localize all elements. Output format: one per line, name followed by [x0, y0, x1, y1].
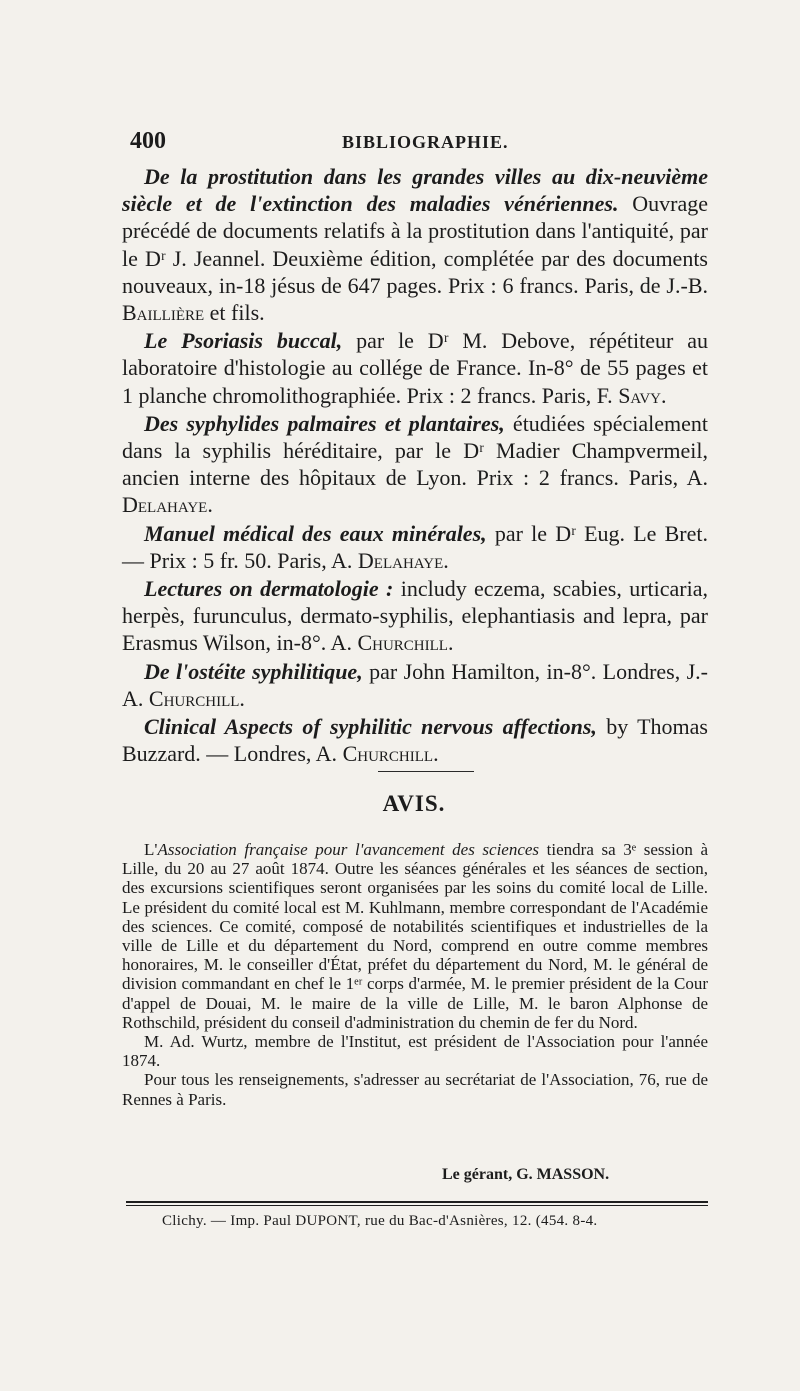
avis-article: L'	[144, 840, 158, 859]
bibliography-entry	[122, 520, 708, 574]
entry-tail: .	[239, 685, 245, 711]
bibliography-entry	[122, 575, 708, 657]
entry-title: De la prostitution dans les grandes villes au dix-neuvième siècle et de l'extinction des maladies vénériennes.	[122, 164, 708, 217]
avis-paragraph	[122, 840, 708, 1032]
footer-rule	[126, 1201, 708, 1206]
association-name: Association française pour l'avancement des sciences	[157, 840, 540, 859]
entry-tail: .	[433, 741, 439, 767]
bibliography-entry	[122, 713, 708, 767]
entry-publisher: Savy	[618, 382, 661, 408]
page-number: 400	[130, 128, 166, 154]
printer-imprint: Clichy. — Imp. Paul DUPONT, rue du Bac-d'Asnières, 12. (454. 8-4.	[162, 1213, 598, 1229]
entry-body: Ouvrage précédé de documents relatifs à la prostitution dans l'antiquité, par le Dʳ J. Jeannel. Deuxième édition, complétée par des documents nouveaux, in-18 jésus de 647 pages. Prix : 6 francs. Paris, de J.-B.	[122, 191, 708, 298]
entry-body: par le Dʳ M. Debove, répétiteur au laboratoire d'histologie au collége de France. In-8° de 55 pages et 1 planche chromolithographiée. Prix : 2 francs. Paris, F.	[122, 328, 708, 408]
entry-body: par le Dʳ Eug. Le Bret. — Prix : 5 fr. 50. Paris, A.	[122, 520, 709, 573]
entry-body: includy eczema, scabies, urticaria, herpès, furunculus, dermato-syphilis, elephantiasis and lepra, par Erasmus Wilson, in-8°. A.	[122, 576, 708, 656]
entry-publisher: Churchill	[357, 630, 448, 656]
entry-publisher: Delahaye	[122, 492, 208, 518]
entry-tail: .	[661, 382, 667, 408]
running-head: BIBLIOGRAPHIE.	[342, 132, 509, 152]
avis-notice	[122, 840, 708, 1109]
entry-tail: .	[443, 547, 449, 573]
entry-title: De l'ostéite syphilitique,	[144, 658, 363, 684]
entry-body: by Thomas Buzzard. — Londres, A.	[122, 714, 708, 767]
entry-title: Le Psoriasis buccal,	[144, 328, 343, 354]
entry-publisher: Churchill	[148, 685, 240, 711]
avis-paragraph: Pour tous les renseignements, s'adresser au secrétariat de l'Association, 76, rue de Rennes à Paris.	[122, 1070, 708, 1109]
bibliography-entry	[122, 658, 708, 712]
bibliography-list	[122, 163, 708, 768]
signature: Le gérant, G. MASSON.	[442, 1166, 610, 1183]
entry-body: étudiées spécialement dans la syphilis héréditaire, par le Dʳ Madier Champvermeil, ancien interne des hôpitaux de Lyon. Prix : 2 francs. Paris, A.	[122, 410, 709, 491]
entry-tail: .	[207, 492, 213, 518]
avis-text: tiendra sa 3ᵉ session à Lille, du 20 au 27 août 1874. Outre les séances générales et les séances de section, des excursions scientifiques seront organisées par les soins du comité local de Lille. Le président du comité local est M. Kuhlmann, membre correspondant de l'Académie des sciences. Ce comité, composé de notabilités scientifiques et industrielles de la ville de Lille et du département du Nord, comprend en outre comme membres honoraires, M. le conseiller d'État, préfet du département du Nord, M. le général de division commandant en chef le 1ᵉʳ corps d'armée, M. le premier président de la Cour d'appel de Douai, M. le maire de la ville de Lille, M. le baron Alphonse de Rothschild, président du conseil d'administration du chemin de fer du Nord.	[122, 840, 708, 1032]
entry-title: Clinical Aspects of syphilitic nervous affections,	[144, 714, 597, 740]
section-divider	[378, 771, 474, 772]
entry-body: par John Hamilton, in-8°. Londres, J.-A.	[122, 658, 708, 711]
avis-paragraph: M. Ad. Wurtz, membre de l'Institut, est président de l'Association pour l'année 1874.	[122, 1032, 708, 1071]
entry-title: Lectures on dermatologie :	[144, 576, 394, 602]
entry-tail: .	[447, 630, 454, 656]
bibliography-entry	[122, 327, 708, 409]
page-header	[130, 128, 708, 158]
entry-tail: et fils.	[204, 300, 265, 326]
entry-publisher: Delahaye	[357, 547, 444, 573]
bibliography-entry	[122, 163, 708, 326]
bibliography-entry	[122, 410, 708, 519]
entry-publisher: Baillière	[122, 300, 205, 326]
entry-title: Des syphylides palmaires et plantaires,	[144, 410, 505, 436]
avis-heading: AVIS.	[382, 791, 446, 816]
entry-title: Manuel médical des eaux minérales,	[144, 520, 487, 546]
entry-publisher: Churchill	[342, 741, 434, 767]
